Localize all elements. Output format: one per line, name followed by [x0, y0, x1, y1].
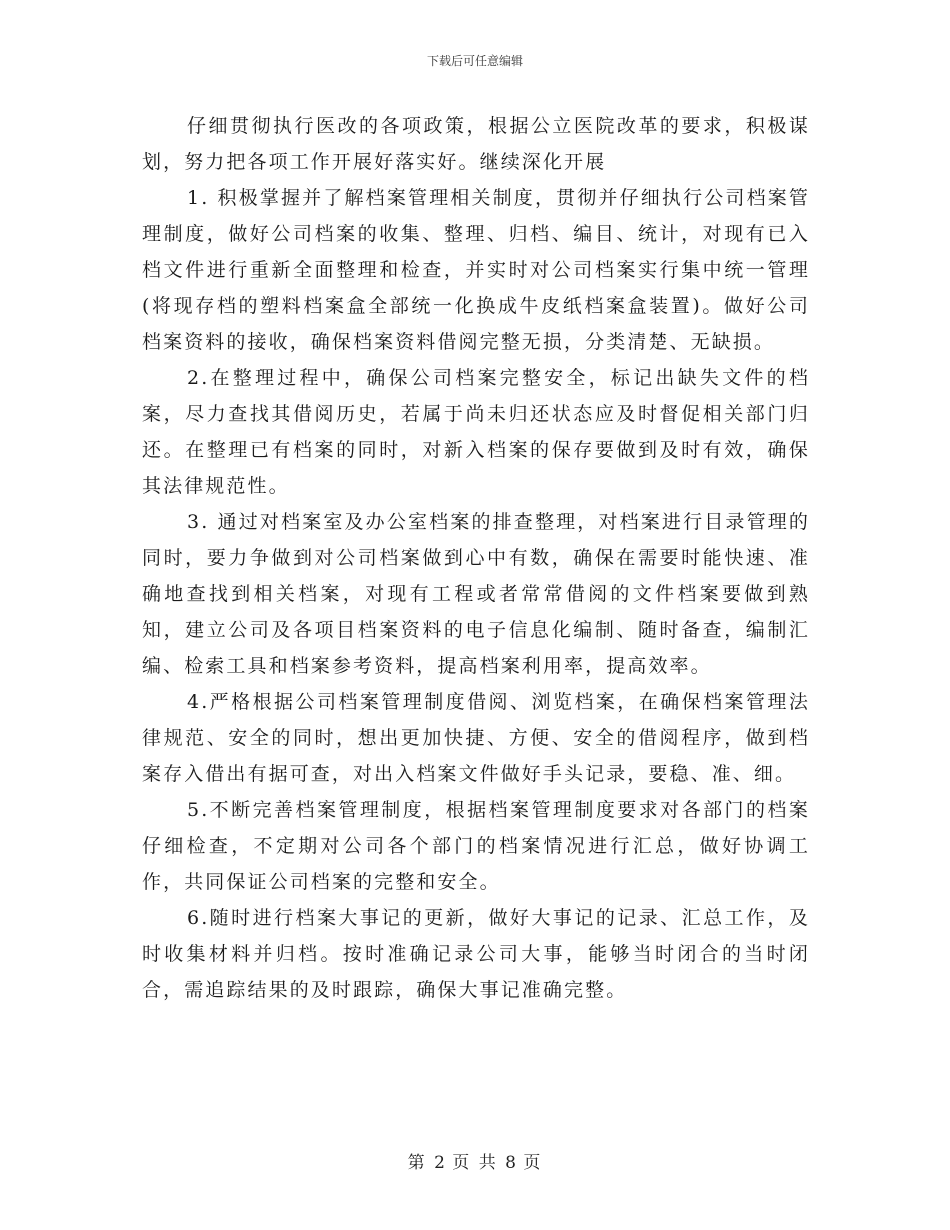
page-header: 下载后可任意编辑: [426, 54, 523, 68]
footer-suffix: 页: [523, 1153, 543, 1173]
page-footer: [0, 1152, 950, 1174]
paragraph-item-6: 6.随时进行档案大事记的更新，做好大事记的记录、汇总工作，及时收集材料并归档。按时准确记录公司大事，能够当时闭合的当时闭合，需追踪结果的及时跟踪，确保大事记准确完整。: [142, 907, 810, 1001]
paragraph-item-4: 4.严格根据公司档案管理制度借阅、浏览档案，在确保档案管理法律规范、安全的同时，想出更加快捷、方便、安全的借阅程序，做到档案存入借出有据可查，对出入档案文件做好手头记录，要稳、准、细。: [142, 691, 810, 785]
paragraph-item-2: 2.在整理过程中，确保公司档案完整安全，标记出缺失文件的档案，尽力查找其借阅历史，若属于尚未归还状态应及时督促相关部门归还。在整理已有档案的同时，对新入档案的保存要做到及时有效，确保其法律规范性。: [142, 367, 810, 497]
paragraph-item-1: 1. 积极掌握并了解档案管理相关制度，贯彻并仔细执行公司档案管理制度，做好公司档案的收集、整理、归档、编目、统计，对现有已入档文件进行重新全面整理和检查，并实时对公司档案实行集中统一管理(将现存档的塑料档案盒全部统一化换成牛皮纸档案盒装置)。做好公司档案资料的接收，确保档案资料借阅完整无损，分类清楚、无缺损。: [142, 187, 810, 353]
paragraph-item-3: 3. 通过对档案室及办公室档案的排查整理，对档案进行目录管理的同时，要力争做到对公司档案做到心中有数，确保在需要时能快速、准确地查找到相关档案，对现有工程或者常常借阅的文件档案要做到熟知，建立公司及各项目档案资料的电子信息化编制、随时备查，编制汇编、检索工具和档案参考资料，提高档案利用率，提高效率。: [142, 511, 810, 677]
footer-prefix: 第: [407, 1153, 427, 1173]
document-body: [142, 108, 810, 1008]
paragraph-intro: 仔细贯彻执行医改的各项政策，根据公立医院改革的要求，积极谋划，努力把各项工作开展好落实好。继续深化开展: [142, 115, 810, 173]
paragraph-item-5: 5.不断完善档案管理制度，根据档案管理制度要求对各部门的档案仔细检查，不定期对公司各个部门的档案情况进行汇总，做好协调工作，共同保证公司档案的完整和安全。: [142, 799, 810, 893]
total-pages-number: 8: [505, 1153, 516, 1173]
footer-middle: 页 共: [452, 1153, 498, 1173]
current-page-number: 2: [434, 1153, 445, 1173]
